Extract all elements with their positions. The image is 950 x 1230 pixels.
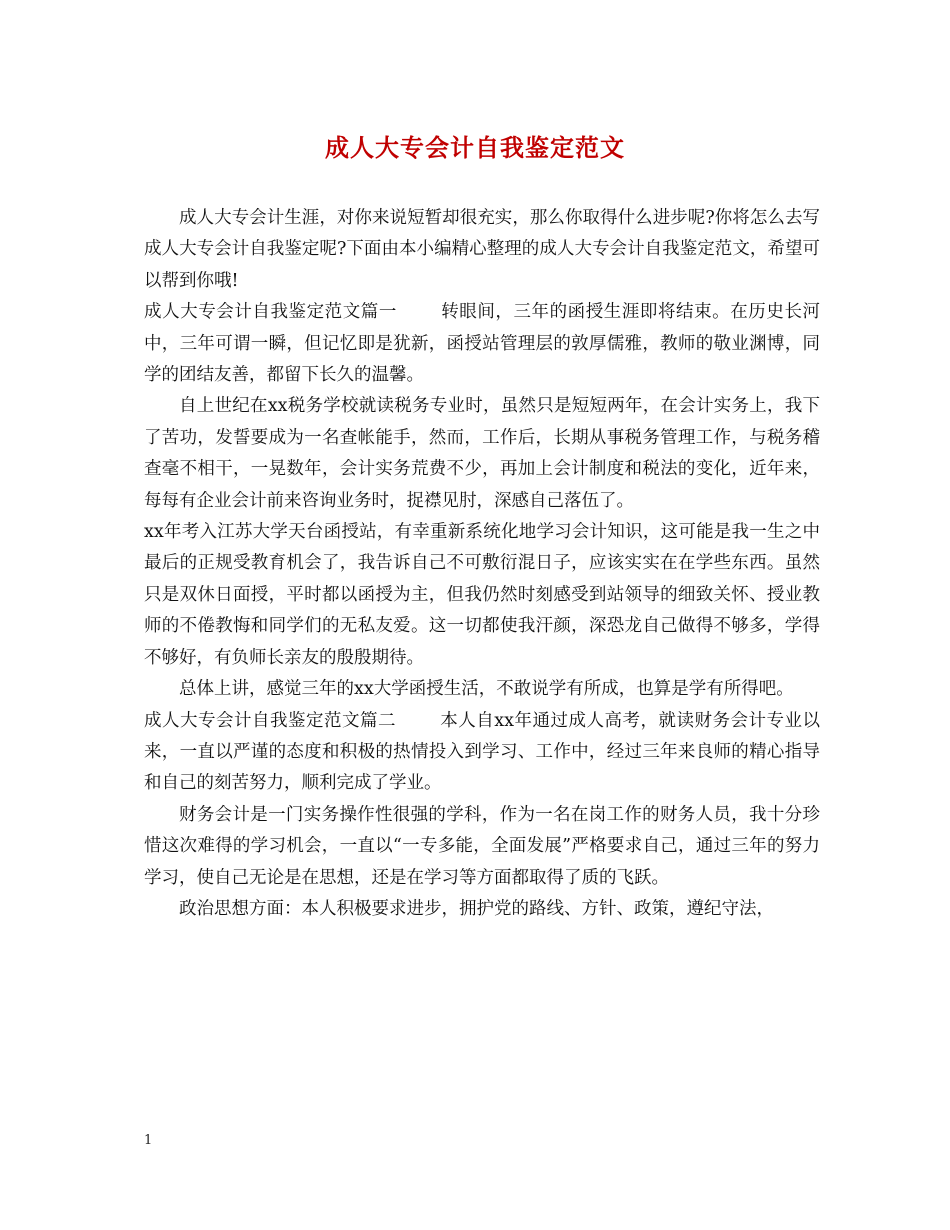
paragraph: [144, 391, 820, 517]
paragraph: [144, 894, 820, 925]
paragraph: [144, 297, 820, 391]
paragraph-text: 转眼间，三年的函授生涯即将结束。在历史长河中，三年可谓一瞬，但记忆即是犹新，函授站管理层的敦厚儒雅，教师的敬业渊博，同学的团结友善，都留下长久的温馨。: [144, 302, 821, 386]
paragraph-text: 财务会计是一门实务操作性很强的学科，作为一名在岗工作的财务人员，我十分珍惜这次难得的学习机会，一直以“一专多能，全面发展”严格要求自己，通过三年的努力学习，使自己无论是在思想，还是在学习等方面都取得了质的飞跃。: [144, 804, 820, 888]
paragraph: [144, 800, 820, 894]
paragraph: [144, 517, 820, 674]
section-heading: 成人大专会计自我鉴定范文篇二: [144, 710, 396, 731]
page-number: 1: [144, 1133, 153, 1148]
paragraph-text: 本人自xx年通过成人高考，就读财务会计专业以来，一直以严谨的态度和积极的热情投入到学习、工作中，经过三年来良师的精心指导和自己的刻苦努力，顺利完成了学业。: [144, 710, 820, 794]
paragraph: [144, 674, 820, 705]
document-title: 成人大专会计自我鉴定范文: [325, 133, 625, 162]
paragraph-text: 政治思想方面：本人积极要求进步，拥护党的路线、方针、政策，遵纪守法，: [179, 898, 774, 919]
paragraph-text: 成人大专会计生涯，对你来说短暂却很充实，那么你取得什么进步呢?你将怎么去写成人大专会计自我鉴定呢?下面由本小编精心整理的成人大专会计自我鉴定范文，希望可以帮到你哦!: [144, 208, 820, 291]
document-body: [144, 203, 820, 925]
paragraph-text: xx年考入江苏大学天台函授站，有幸重新系统化地学习会计知识，这可能是我一生之中最后的正规受教育机会了，我告诉自己不可敷衍混日子，应该实实在在学些东西。虽然只是双休日面授，平时都以函授为主，但我仍然时刻感受到站领导的细致关怀、授业教师的不倦教悔和同学们的无私友爱。这一切都使我汗颜，深恐龙自己做得不够多，学得不够好，有负师长亲友的殷殷期待。: [144, 522, 820, 668]
paragraph-text: 总体上讲，感觉三年的xx大学函授生活，不敢说学有所成，也算是学有所得吧。: [179, 679, 794, 700]
paragraph: [144, 706, 820, 800]
section-heading: 成人大专会计自我鉴定范文篇一: [144, 302, 397, 323]
paragraph: [144, 203, 820, 297]
paragraph-text: 自上世纪在xx税务学校就读税务专业时，虽然只是短短两年，在会计实务上，我下了苦功，发誓要成为一名查帐能手，然而，工作后，长期从事税务管理工作，与税务稽查毫不相干，一晃数年，会计实务荒费不少，再加上会计制度和税法的变化，近年来，每每有企业会计前来咨询业务时，捉襟见肘，深感自己落伍了。: [144, 396, 820, 511]
